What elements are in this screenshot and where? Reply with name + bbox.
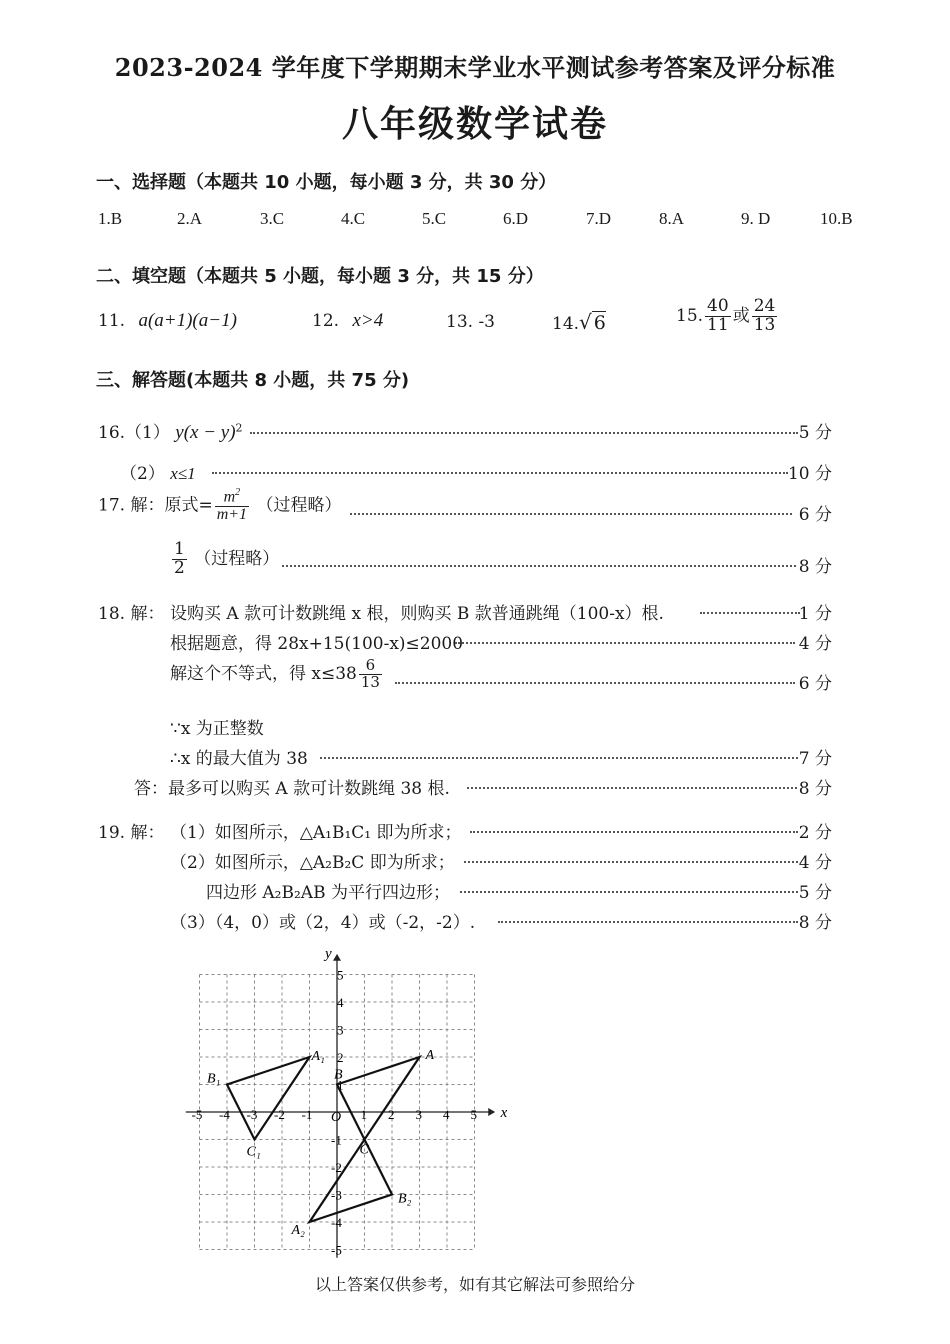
y-tick-label: -3 (331, 1187, 342, 1203)
x-tick-label: 5 (470, 1107, 477, 1122)
q15-frac2-num: 24 (753, 296, 776, 316)
point-label-c: C (359, 1142, 369, 1158)
q18-line3 (170, 658, 384, 691)
y-tick-label: 3 (337, 1022, 344, 1038)
y-tick-label: 1 (337, 1077, 344, 1093)
q18-score1: 1 分 (798, 604, 832, 624)
point-label-b1: B₁ (207, 1071, 221, 1087)
point-label-a1: A₁ (311, 1049, 325, 1064)
q17-line2 (170, 541, 279, 578)
q19-line2: （2）如图所示，△A₂B₂C 即为所求； (170, 853, 455, 873)
x-tick-label: 1 (360, 1107, 367, 1122)
q15-frac2-den: 13 (753, 314, 776, 335)
q18-score3: 6 分 (798, 674, 832, 694)
point-labels (207, 1048, 435, 1238)
fill-answer-15 (676, 298, 779, 335)
q16-score2: 10 分 (787, 464, 832, 484)
q18-line3-text: 解这个不等式，得 x≤38 (170, 663, 357, 684)
q19-score2: 4 分 (798, 853, 832, 873)
q18-score5: 7 分 (798, 749, 832, 769)
q15-number: 15. (676, 305, 704, 326)
triangle-abc (337, 1057, 420, 1140)
q14-answer: 6 (593, 312, 606, 334)
leader-dots (320, 757, 798, 759)
y-tick-label: -4 (331, 1215, 342, 1230)
leader-dots (455, 642, 795, 644)
q19-line1: （1）如图所示，△A₁B₁C₁ 即为所求； (170, 823, 462, 843)
coordinate-graph (180, 930, 520, 1260)
q11-number: 11. (98, 311, 126, 331)
section3-heading: 三、解答题(本题共 8 小题，共 75 分) (96, 370, 410, 391)
q11-answer: a(a+1)(a−1) (138, 310, 237, 331)
q18-line2: 根据题意，得 28x+15(100-x)≤2000 (170, 634, 464, 654)
leader-dots (282, 565, 796, 567)
q19-line3: 四边形 A₂B₂AB 为平行四边形； (206, 883, 450, 903)
q19-score1: 2 分 (798, 823, 832, 843)
q18-frac-num: 6 (359, 658, 382, 675)
q17-frac-num: m (223, 488, 236, 506)
leader-dots (460, 891, 798, 893)
leader-dots (467, 787, 797, 789)
mc-answer-10: 10.B (820, 209, 853, 228)
q16-label: 16.（1） (98, 423, 170, 443)
q15-frac1-num: 40 (707, 296, 729, 316)
x-tick-label: -3 (246, 1107, 258, 1122)
q18-line5: ∴x 的最大值为 38 (170, 749, 308, 769)
q17-frac-den: m+1 (216, 506, 248, 524)
leader-dots (498, 921, 798, 923)
fill-answer-12 (312, 310, 383, 332)
triangle-a1b1c1 (227, 1057, 310, 1140)
q12-answer: x>4 (352, 310, 384, 331)
q16-label2: （2） (120, 464, 165, 484)
q16-exponent: 2 (235, 421, 243, 435)
q16-score1: 5 分 (798, 423, 832, 443)
leader-dots (212, 472, 788, 474)
footer-note: 以上答案仅供参考，如有其它解法可参照给分 (314, 1275, 635, 1294)
point-label-b: B (334, 1067, 343, 1083)
triangle-a2b2c (310, 1140, 393, 1223)
q16-part1 (98, 418, 243, 444)
x-axis-label: x (500, 1105, 508, 1121)
x-tick-label: 4 (443, 1107, 450, 1122)
q12-number: 12. (312, 311, 340, 331)
q16-part2 (120, 459, 196, 484)
mc-answer-4: 4.C (341, 209, 366, 228)
y-tick-label: -2 (331, 1160, 342, 1175)
fill-answer-11 (98, 310, 237, 332)
q17-score2: 8 分 (798, 557, 832, 577)
point-label-b2: B₂ (398, 1191, 412, 1207)
y-axis-arrow (333, 954, 341, 961)
section2-heading: 二、填空题（本题共 5 小题，每小题 3 分，共 15 分） (96, 266, 544, 287)
q18-score2: 4 分 (798, 634, 832, 654)
q15-or: 或 (732, 305, 750, 326)
leader-dots (395, 682, 795, 684)
leader-dots (700, 612, 800, 614)
q16-answer1: y(x − y) (175, 422, 236, 443)
q19-line4: （3）（4，0）或（2，4）或（-2，-2）. (170, 913, 476, 933)
mc-answer-7: 7.D (586, 209, 612, 228)
point-label-a: A (425, 1048, 435, 1063)
mc-answer-1: 1.B (98, 209, 123, 228)
y-tick-label: 5 (337, 967, 344, 983)
q19-label: 19. 解： (98, 823, 165, 843)
x-tick-label: -1 (301, 1107, 313, 1122)
mc-answer-8: 8.A (659, 209, 685, 228)
mc-answer-6: 6.D (503, 209, 529, 228)
q15-frac1-den: 11 (707, 314, 729, 335)
y-axis-label: y (325, 946, 332, 962)
x-tick-label: -5 (191, 1107, 203, 1122)
q17-note2: （过程略） (194, 548, 280, 569)
mc-answer-3: 3.C (260, 209, 285, 228)
y-tick-label: -1 (331, 1132, 342, 1148)
q19-score4: 8 分 (798, 913, 832, 933)
fill-answer-13: 13. -3 (446, 312, 495, 332)
section1-heading: 一、选择题（本题共 10 小题，每小题 3 分，共 30 分） (96, 172, 557, 193)
q17-frac-exp: 2 (235, 487, 241, 498)
q18-frac-den: 13 (360, 672, 380, 691)
q17-label: 17. 解：原式= (98, 495, 213, 516)
mc-answer-5: 5.C (422, 209, 447, 228)
point-label-c1: C₁ (246, 1144, 261, 1160)
point-label-a2: A₂ (291, 1223, 305, 1238)
leader-dots (464, 861, 798, 863)
q16-answer2: x≤1 (170, 464, 196, 483)
q17-note: （过程略） (256, 495, 342, 516)
x-tick-label: -4 (219, 1107, 230, 1122)
leader-dots (250, 432, 798, 434)
y-tick-label: 4 (337, 995, 344, 1010)
q17-line1 (98, 488, 341, 524)
leader-dots (470, 831, 798, 833)
mc-answer-9: 9. D (741, 209, 771, 228)
leader-dots (350, 513, 792, 515)
q18-line6: 答：最多可以购买 A 款可计数跳绳 38 根. (134, 779, 450, 799)
fill-answer-14: 14.√ 6 (552, 310, 606, 334)
x-tick-label: 3 (415, 1107, 422, 1122)
q18-label: 18. 解： (98, 604, 165, 624)
document-title: 2023-2024 学年度下学期期末学业水平测试参考答案及评分标准 (114, 53, 836, 82)
x-tick-label: -2 (274, 1107, 285, 1122)
q14-number: 14. (552, 314, 580, 334)
mc-answer-2: 2.A (177, 209, 203, 228)
q17-score1: 6 分 (798, 505, 832, 525)
q19-score3: 5 分 (798, 883, 832, 903)
y-tick-label: 2 (337, 1050, 344, 1065)
x-axis-arrow (488, 1108, 495, 1116)
x-tick-label: 2 (388, 1107, 395, 1122)
y-tick-label: -5 (331, 1242, 342, 1258)
q17-half-num: 1 (174, 539, 185, 559)
origin-label: O (331, 1110, 342, 1125)
q18-line1: 设购买 A 款可计数跳绳 x 根，则购买 B 款普通跳绳（100-x）根. (170, 604, 664, 624)
q18-line4: ∵x 为正整数 (170, 719, 264, 739)
q17-half-den: 2 (174, 557, 185, 578)
q18-score6: 8 分 (798, 779, 832, 799)
document-subtitle: 八年级数学试卷 (341, 103, 608, 145)
